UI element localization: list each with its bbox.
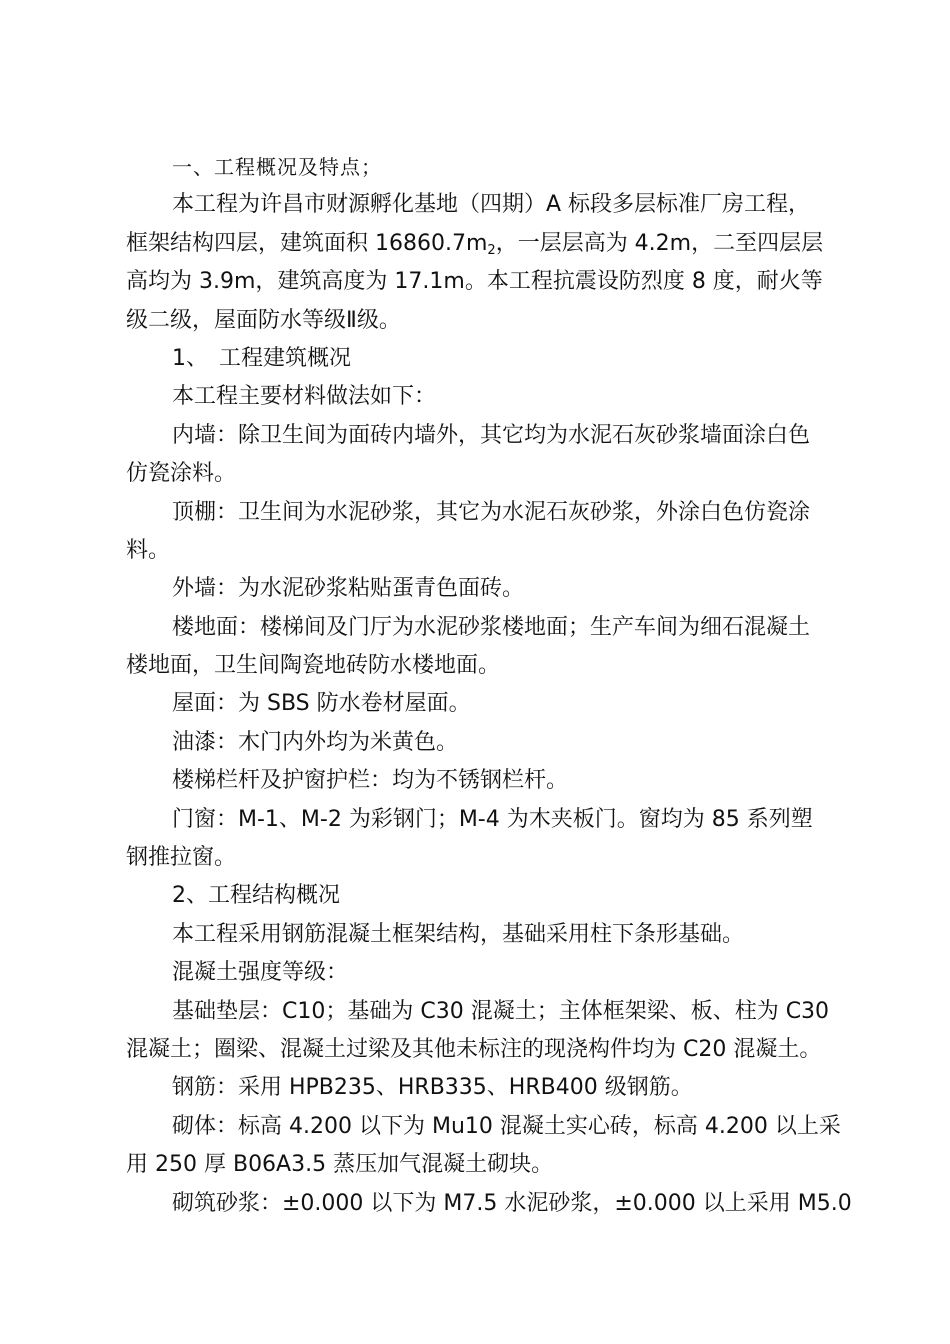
paragraph-line: 基础垫层：C10；基础为 C30 混凝土；主体框架梁、板、柱为 C30 [172, 998, 830, 1024]
subscript-text: 2 [487, 242, 496, 258]
paragraph-line: 楼梯栏杆及护窗护栏：均为不锈钢栏杆。 [172, 768, 569, 794]
text-segment: 框架结构四层，建筑面积 16860.7m [126, 230, 488, 256]
document-body [126, 148, 852, 1223]
paragraph-line: 本工程主要材料做法如下： [172, 384, 437, 410]
paragraph-line: 楼地面，卫生间陶瓷地砖防水楼地面。 [126, 653, 501, 679]
paragraph-line: 门窗：M-1、M-2 为彩钢门；M-4 为木夹板门。窗均为 85 系列塑 [172, 806, 813, 832]
paragraph-line: 仿瓷涂料。 [126, 461, 237, 487]
paragraph-line: 用 250 厚 B06A3.5 蒸压加气混凝土砌块。 [126, 1152, 554, 1178]
paragraph-line: 外墙：为水泥砂浆粘贴蛋青色面砖。 [172, 576, 525, 602]
paragraph-line: 高均为 3.9m，建筑高度为 17.1m。本工程抗震设防烈度 8 度，耐火等 [126, 269, 823, 295]
paragraph-line: 内墙：除卫生间为面砖内墙外，其它均为水泥石灰砂浆墙面涂白色 [172, 422, 811, 448]
paragraph-line: 本工程为许昌市财源孵化基地（四期）A 标段多层标准厂房工程， [172, 192, 811, 218]
paragraph-line: 砌体：标高 4.200 以下为 Mu10 混凝土实心砖，标高 4.200 以上采 [172, 1113, 841, 1139]
paragraph-line: 屋面：为 SBS 防水卷材屋面。 [172, 691, 471, 717]
paragraph-line: 钢筋：采用 HPB235、HRB335、HRB400 级钢筋。 [172, 1075, 693, 1101]
paragraph-line: 油漆：木门内外均为米黄色。 [172, 729, 459, 755]
paragraph-line: 钢推拉窗。 [126, 845, 237, 871]
paragraph-line: 料。 [126, 537, 171, 563]
subsection-heading-structure: 2、工程结构概况 [172, 883, 340, 909]
paragraph-line: 本工程采用钢筋混凝土框架结构，基础采用柱下条形基础。 [172, 921, 745, 947]
section-heading-overview: 一、工程概况及特点； [172, 155, 382, 179]
paragraph-line: 楼地面：楼梯间及门厅为水泥砂浆楼地面；生产车间为细石混凝土 [172, 614, 811, 640]
subsection-heading-architecture: 1、 工程建筑概况 [172, 345, 351, 371]
paragraph-line [126, 225, 838, 263]
text-segment: ，一层层高为 4.2m，二至四层层 [495, 230, 824, 256]
paragraph-line: 混凝土；圈梁、混凝土过梁及其他未标注的现浇构件均为 C20 混凝土。 [126, 1036, 822, 1062]
paragraph-line: 混凝土强度等级： [172, 960, 349, 986]
paragraph-line: 级二级，屋面防水等级Ⅱ级。 [126, 307, 401, 333]
paragraph-line: 砌筑砂浆：±0.000 以下为 M7.5 水泥砂浆，±0.000 以上采用 M5.0 [172, 1190, 852, 1216]
paragraph-line: 顶棚：卫生间为水泥砂浆，其它为水泥石灰砂浆，外涂白色仿瓷涂 [172, 499, 811, 525]
